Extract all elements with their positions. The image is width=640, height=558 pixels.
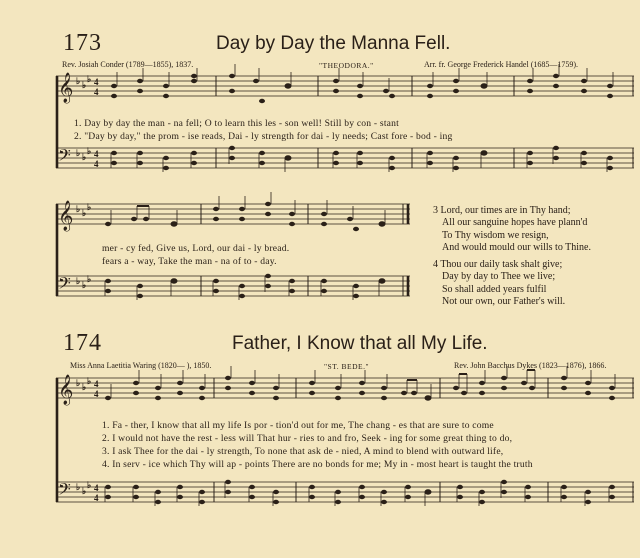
svg-text:♭: ♭ — [82, 382, 87, 392]
hymn-number: 174 — [63, 330, 102, 356]
svg-text:♭: ♭ — [76, 276, 81, 286]
svg-text:4: 4 — [94, 483, 99, 493]
svg-text:♭: ♭ — [76, 204, 81, 214]
tune-name: "ST. BEDE." — [324, 362, 370, 371]
composer-credit: Rev. John Bacchus Dykes (1823—1876), 1866. — [454, 361, 607, 370]
svg-text:𝄞: 𝄞 — [58, 375, 74, 405]
svg-text:♭: ♭ — [87, 274, 92, 284]
verse-4 — [433, 259, 565, 309]
svg-text:4: 4 — [94, 87, 99, 97]
svg-text:♭: ♭ — [87, 74, 92, 84]
verse-line: And would mould our wills to Thine. — [442, 242, 591, 254]
svg-text:♭: ♭ — [82, 152, 87, 162]
svg-text:𝄞: 𝄞 — [58, 73, 74, 103]
verse-line: All our sanguine hopes have plann'd — [442, 217, 588, 229]
verse-line: To Thy wisdom we resign, — [442, 229, 549, 241]
svg-text:♭: ♭ — [87, 376, 92, 386]
svg-text:♭: ♭ — [76, 148, 81, 158]
tune-name: "THEODORA." — [319, 61, 374, 70]
hymn-title: Day by Day the Manna Fell. — [216, 33, 451, 54]
lyric-line: fears a - way, Take the man - na of to - day. — [102, 256, 277, 267]
svg-text:4: 4 — [94, 77, 99, 87]
hymn-number: 173 — [63, 30, 102, 56]
svg-text:4: 4 — [94, 379, 99, 389]
svg-text:𝄢: 𝄢 — [58, 145, 71, 169]
music-system — [56, 370, 636, 520]
svg-text:𝄢: 𝄢 — [58, 479, 71, 503]
svg-text:♭: ♭ — [76, 482, 81, 492]
svg-text:𝄢: 𝄢 — [58, 273, 71, 297]
svg-text:♭: ♭ — [87, 146, 92, 156]
svg-text:♭: ♭ — [76, 378, 81, 388]
lyric-line: 4. In serv - ice which Thy will ap - points There are no bonds for me; My in - most heart is taught the truth — [102, 459, 533, 470]
svg-text:♭: ♭ — [87, 480, 92, 490]
svg-text:𝄞: 𝄞 — [58, 201, 74, 231]
lyric-line: 2. "Day by day," the prom - ise reads, Dai - ly strength for dai - ly needs; Cast fore - bod - ing — [74, 131, 453, 142]
verse-3 — [433, 205, 591, 255]
lyric-line: 3. I ask Thee for the dai - ly strength, To none that ask de - nied, A mind to blend with outward life, — [102, 446, 504, 457]
svg-text:4: 4 — [94, 389, 99, 399]
svg-text:♭: ♭ — [82, 80, 87, 90]
verse-line: Day by day to Thee we live; — [442, 271, 556, 283]
svg-text:4: 4 — [94, 159, 99, 169]
lyric-line: 2. I would not have the rest - less will That hur - ries to and fro, Seek - ing for some great thing to do, — [102, 433, 513, 444]
lyric-line: mer - cy fed, Give us, Lord, our dai - ly bread. — [102, 243, 290, 254]
svg-text:4: 4 — [94, 493, 99, 503]
svg-text:♭: ♭ — [87, 202, 92, 212]
composer-credit: Arr. fr. George Frederick Handel (1685—1759). — [424, 60, 579, 69]
author-credit: Miss Anna Laetitia Waring (1820— ), 1850. — [70, 361, 212, 370]
verse-line: 4 Thou our daily task shalt give; — [433, 259, 563, 270]
svg-text:4: 4 — [94, 149, 99, 159]
svg-text:♭: ♭ — [82, 486, 87, 496]
lyric-line: 1. Day by day the man - na fell; O to learn this les - son well! Still by con - stant — [74, 118, 400, 129]
lyric-line: 1. Fa - ther, I know that all my life Is por - tion'd out for me, The chang - es that are sure to come — [102, 420, 494, 431]
verse-line: Not our own, our Father's will. — [442, 296, 566, 308]
verse-line: So shall added years fulfil — [442, 283, 547, 295]
hymn-title: Father, I Know that all My Life. — [232, 333, 488, 354]
svg-text:♭: ♭ — [82, 280, 87, 290]
author-credit: Rev. Josiah Conder (1789—1855), 1837. — [62, 60, 194, 69]
svg-text:♭: ♭ — [82, 208, 87, 218]
verse-line: 3 Lord, our times are in Thy hand; — [433, 205, 571, 216]
svg-text:♭: ♭ — [76, 76, 81, 86]
